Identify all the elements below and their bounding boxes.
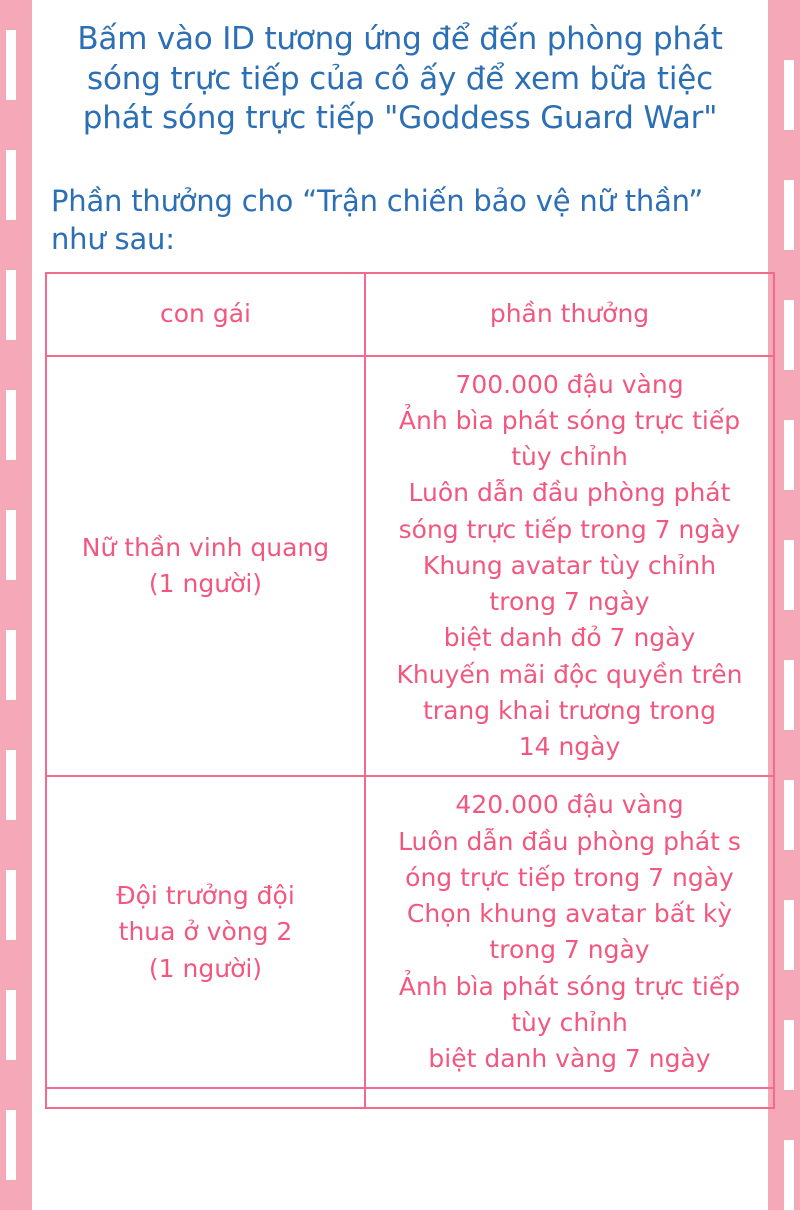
row-reward-line: trong 7 ngày bbox=[489, 935, 650, 965]
row-reward-cell bbox=[365, 356, 774, 777]
row-reward-line: Khung avatar tùy chỉnh bbox=[422, 550, 717, 580]
row-reward-line: trang khai trương trong bbox=[422, 695, 717, 725]
row-girl-line: (1 người) bbox=[148, 953, 263, 983]
row-reward-line: Ảnh bìa phát sóng trực tiếp bbox=[398, 971, 741, 1001]
column-header-girl: con gái bbox=[46, 273, 365, 355]
row-reward-line: tùy chỉnh bbox=[511, 442, 628, 472]
row-reward-line: tùy chỉnh bbox=[511, 1007, 628, 1037]
row-girl-cell bbox=[46, 356, 365, 777]
row-reward-line: 700.000 đậu vàng bbox=[455, 369, 684, 399]
row-girl-line: thua ở vòng 2 bbox=[118, 917, 293, 947]
decorative-left-strip bbox=[0, 0, 40, 1210]
row-reward-cell bbox=[365, 776, 774, 1088]
table-row bbox=[46, 356, 774, 777]
row-reward-line: Luôn dẫn đầu phòng phát s bbox=[398, 826, 741, 856]
row-reward-line: Khuyến mãi độc quyền trên bbox=[396, 659, 743, 689]
row-girl-line: Nữ thần vinh quang bbox=[81, 532, 330, 562]
row-reward-line: Chọn khung avatar bất kỳ bbox=[406, 899, 733, 929]
column-header-reward: phần thưởng bbox=[365, 273, 774, 355]
content-page bbox=[40, 0, 760, 1210]
row-girl-cell bbox=[46, 776, 365, 1088]
row-reward-line: óng trực tiếp trong 7 ngày bbox=[405, 862, 734, 892]
row-reward-line: Luôn dẫn đầu phòng phát bbox=[408, 478, 731, 508]
row-reward-line: trong 7 ngày bbox=[489, 587, 650, 617]
row-reward-line: biệt danh vàng 7 ngày bbox=[428, 1044, 711, 1074]
row-reward-line: 420.000 đậu vàng bbox=[455, 790, 684, 820]
row-reward-line: 14 ngày bbox=[518, 732, 621, 762]
row-reward-line: sóng trực tiếp trong 7 ngày bbox=[398, 514, 741, 544]
row-girl-line: (1 người) bbox=[148, 569, 263, 599]
rewards-table bbox=[45, 272, 775, 1109]
row-reward-line: biệt danh đỏ 7 ngày bbox=[443, 623, 696, 653]
row-reward-line: Ảnh bìa phát sóng trực tiếp bbox=[398, 405, 741, 435]
row-girl-cell-partial bbox=[46, 1088, 365, 1108]
row-reward-cell-partial bbox=[365, 1088, 774, 1108]
table-row bbox=[46, 776, 774, 1088]
table-header-row bbox=[46, 273, 774, 355]
page-headline: Bấm vào ID tương ứng để đến phòng phát sóng trực tiếp của cô ấy để xem bữa tiệc phát sóng trực tiếp "Goddess Guard War" bbox=[77, 21, 723, 137]
row-girl-line: Đội trưởng đội bbox=[116, 881, 295, 911]
table-row-partial bbox=[46, 1088, 774, 1108]
rewards-subheading: Phần thưởng cho “Trận chiến bảo vệ nữ thần” như sau: bbox=[51, 184, 704, 256]
